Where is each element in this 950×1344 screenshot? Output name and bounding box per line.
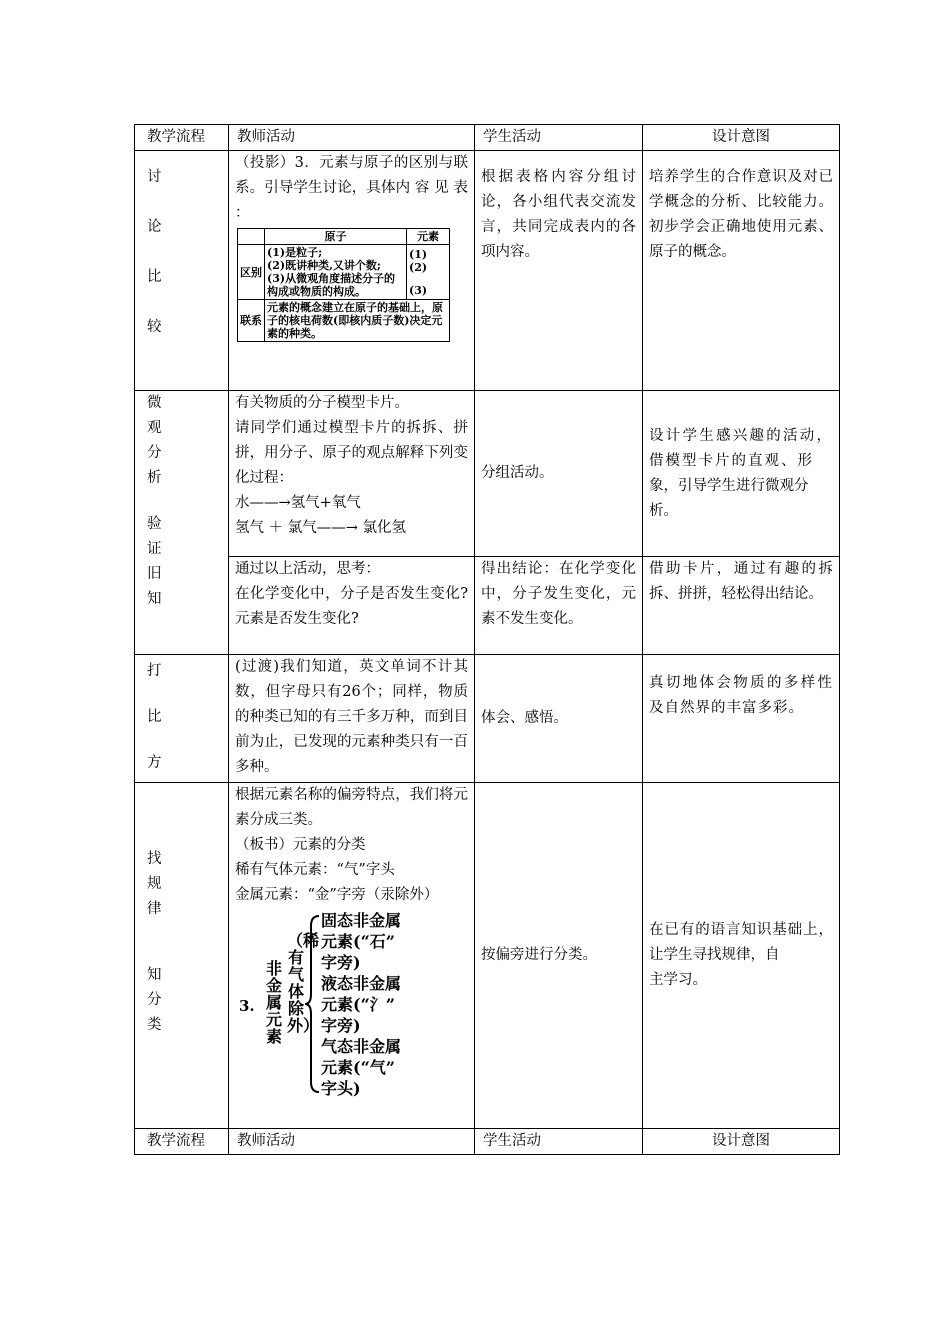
flow-char: 验 [147, 516, 162, 532]
lesson-table [134, 124, 840, 1155]
brace-icon [235, 910, 325, 1098]
flow-char: 方 [147, 755, 162, 771]
class-item: 元素(“气” [321, 1058, 395, 1077]
intent-text: 主学习。 [649, 972, 707, 988]
diff-element-item: (1) [409, 247, 428, 261]
teacher-text: 通过以上活动，思考： [235, 561, 380, 577]
teacher-cell-micro-b [229, 557, 475, 655]
student-cell-analogy: 体会、感悟。 [475, 655, 643, 783]
intent-text: 在已有的语言知识基础上，让学生寻找规律，自 [649, 922, 833, 963]
flow-char: 打 [147, 663, 162, 679]
flow-char: 旧 [147, 566, 162, 582]
class-number: 3. [239, 997, 255, 1015]
class-item: 字旁) [321, 953, 361, 972]
flow-char: 规 [147, 876, 162, 892]
intent-cell-discuss: 培养学生的合作意识及对已学概念的分析、比较能力。初步学会正确地使用元素、原子的概念。 [643, 151, 840, 391]
label-nonmetal: 非金属元素 [265, 959, 282, 1046]
diff-atom-item: (2)既讲种类,又讲个数; [267, 259, 381, 272]
footer-intent: 设计意图 [643, 1129, 840, 1155]
teacher-text: 有关物质的分子模型卡片。 [235, 395, 409, 411]
student-cell-classify: 按偏旁进行分类。 [475, 783, 643, 1129]
row-classification [135, 783, 840, 1129]
label-except-noble: （稀有气体除外） [287, 931, 320, 1035]
row-micro-analysis-b [135, 557, 840, 655]
flow-char: 分 [147, 992, 162, 1008]
inner-header-atom: 原子 [265, 229, 407, 245]
flow-cell-discuss [135, 151, 229, 391]
diff-element-item: (2) [409, 260, 428, 274]
class-item: 气态非金属 [321, 1037, 402, 1056]
flow-char: 微 [147, 395, 162, 411]
flow-char: 类 [147, 1017, 162, 1033]
class-item: 字旁) [321, 1016, 361, 1035]
teacher-text: （投影）3．元素与原子的区别与联系。引导学生讨论，具体内 容 见 表 ： [235, 155, 468, 221]
teacher-text: 请同学们通过模型卡片的拆拆、拼拼，用分子、原子的观点解释下列变化过程： [235, 420, 468, 486]
inner-header-element: 元素 [407, 229, 450, 245]
diff-atom-item: (3)从微观角度描述分子的构成或物质的构成。 [267, 272, 396, 298]
header-teacher: 教师活动 [229, 125, 475, 151]
header-student: 学生活动 [475, 125, 643, 151]
intent-cell-classify [643, 783, 840, 1129]
flow-char: 较 [147, 319, 162, 335]
row-micro-analysis-a [135, 391, 840, 557]
teacher-text: 根据元素名称的偏旁特点，我们将元素分成三类。 [235, 787, 468, 828]
inner-link-text: 元素的概念建立在原子的基础上，原子的核电荷数(即核内质子数)决定元素的种类。 [265, 300, 450, 342]
header-row [135, 125, 840, 151]
class-item: 元素(“氵” [321, 995, 395, 1014]
class-item: 字头) [321, 1079, 361, 1098]
teacher-cell-classify [229, 783, 475, 1129]
class-item: 液态非金属 [321, 974, 402, 993]
flow-char: 析 [147, 470, 162, 486]
teacher-cell-analogy: (过渡)我们知道，英文单词不计其数，但字母只有26个；同样，物质的种类已知的有三千多万种，而到目前为止，已发现的元素种类只有一百多种。 [229, 655, 475, 783]
flow-char: 分 [147, 445, 162, 461]
inner-diff-atom [265, 245, 407, 300]
student-cell-micro-b: 得出结论：在化学变化中，分子发生变化，元素不发生变化。 [475, 557, 643, 655]
class-item: 固态非金属 [321, 911, 402, 930]
row-analogy [135, 655, 840, 783]
flow-char: 讨 [147, 169, 162, 185]
intent-text: 设计学生感兴趣的活动，借模型卡片的直观、形 [649, 427, 833, 469]
teacher-text: （板书）元素的分类 [235, 837, 366, 853]
student-cell-discuss: 根据表格内容分组讨论，各小组代表交流发言，共同完成表内的各项内容。 [475, 151, 643, 391]
flow-char: 论 [147, 219, 162, 235]
reaction-water: 水——→氢气+氧气 [235, 495, 361, 511]
inner-diff-label: 区别 [238, 245, 265, 300]
header-flow: 教学流程 [135, 125, 229, 151]
header-intent: 设计意图 [643, 125, 840, 151]
element-atom-table [237, 228, 450, 342]
flow-char: 观 [147, 420, 162, 436]
nonmetal-classification [235, 910, 468, 1098]
student-cell-micro-a: 分组活动。 [475, 391, 643, 557]
flow-char: 比 [147, 269, 162, 285]
flow-char: 知 [147, 967, 162, 983]
reaction-hcl: 氢气 ＋ 氯气——→ 氯化氢 [235, 520, 406, 536]
intent-cell-micro-b: 借助卡片，通过有趣的拆拆、拼拼，轻松得出结论。 [643, 557, 840, 655]
intent-text: 象，引导学生进行微观分析。 [649, 477, 809, 519]
class-item: 元素(“石” [321, 932, 395, 951]
row-discuss-compare [135, 151, 840, 391]
teacher-text: 稀有气体元素：“气”字头 [235, 862, 395, 878]
teacher-text: 在化学变化中，分子是否发生变化?元素是否发生变化? [235, 586, 468, 627]
teacher-cell-discuss [229, 151, 475, 391]
footer-teacher: 教师活动 [229, 1129, 475, 1155]
footer-student: 学生活动 [475, 1129, 643, 1155]
footer-flow: 教学流程 [135, 1129, 229, 1155]
flow-cell-micro [135, 391, 229, 655]
flow-char: 知 [147, 591, 162, 607]
flow-char: 找 [147, 851, 162, 867]
diff-element-item: (3) [409, 283, 428, 297]
flow-cell-classify [135, 783, 229, 1129]
diff-atom-item: (1)是粒子; [267, 246, 323, 259]
inner-link-label: 联系 [238, 300, 265, 342]
teacher-text: 金属元素：“金”字旁（汞除外） [235, 887, 439, 903]
flow-char: 律 [147, 901, 162, 917]
teacher-cell-micro-a [229, 391, 475, 557]
intent-cell-analogy: 真切地体会物质的多样性及自然界的丰富多彩。 [643, 655, 840, 783]
flow-char: 证 [147, 541, 162, 557]
inner-diff-element [407, 245, 450, 300]
footer-header-row [135, 1129, 840, 1155]
flow-char: 比 [147, 709, 162, 725]
flow-cell-analogy [135, 655, 229, 783]
intent-cell-micro-a [643, 391, 840, 557]
